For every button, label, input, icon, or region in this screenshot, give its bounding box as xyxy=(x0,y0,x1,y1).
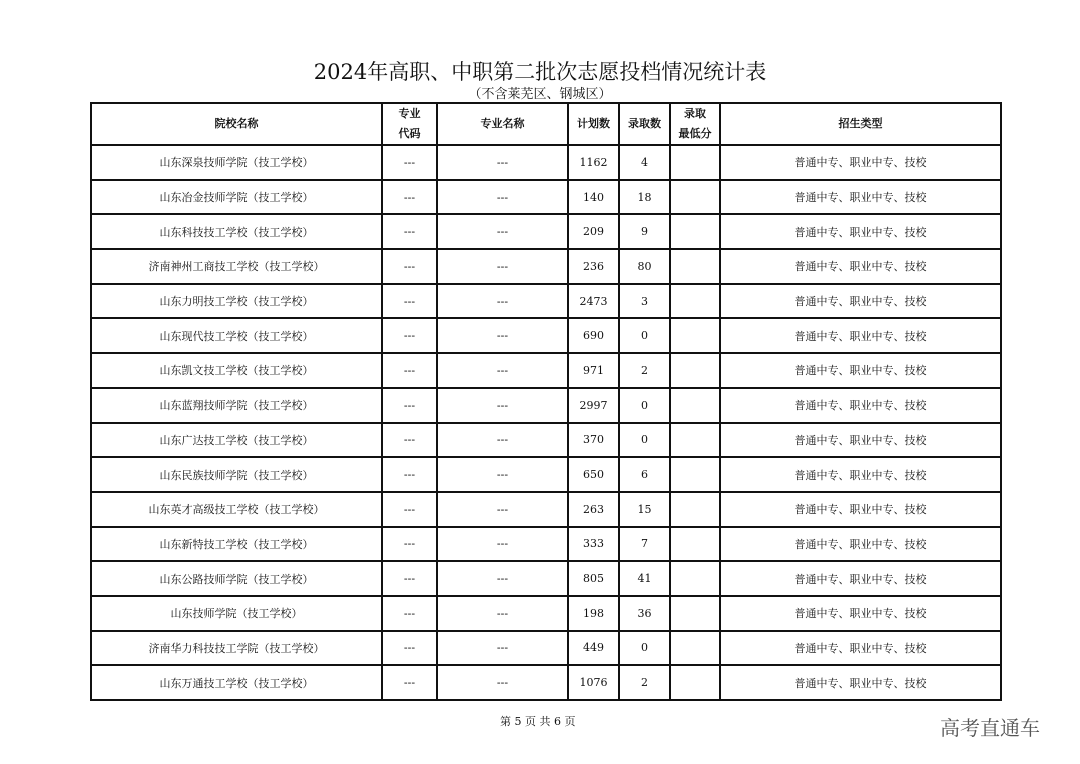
cell-admitted-count: 18 xyxy=(619,180,670,215)
cell-min-score xyxy=(670,353,720,388)
table-row xyxy=(91,561,1001,596)
cell-enrollment-type: 普通中专、职业中专、技校 xyxy=(720,457,1001,492)
cell-major-name: --- xyxy=(437,492,568,527)
header-major-name: 专业名称 xyxy=(437,103,568,145)
cell-major-name: --- xyxy=(437,180,568,215)
page-subtitle: （不含莱芜区、钢城区） xyxy=(468,87,612,102)
cell-major-name: --- xyxy=(437,631,568,666)
cell-enrollment-type: 普通中专、职业中专、技校 xyxy=(720,388,1001,423)
cell-min-score xyxy=(670,214,720,249)
header-admitted-count: 录取数 xyxy=(619,103,670,145)
table-row xyxy=(91,457,1001,492)
cell-school-name: 山东公路技师学院（技工学校） xyxy=(91,561,382,596)
admission-table xyxy=(90,102,1002,701)
cell-admitted-count: 4 xyxy=(619,145,670,180)
cell-min-score xyxy=(670,249,720,284)
cell-major-code: --- xyxy=(382,180,437,215)
cell-major-code: --- xyxy=(382,596,437,631)
table-row xyxy=(91,284,1001,319)
table-row xyxy=(91,665,1001,700)
cell-major-code: --- xyxy=(382,284,437,319)
table-row xyxy=(91,388,1001,423)
table-row xyxy=(91,631,1001,666)
cell-admitted-count: 6 xyxy=(619,457,670,492)
cell-school-name: 山东英才高级技工学校（技工学校） xyxy=(91,492,382,527)
cell-min-score xyxy=(670,492,720,527)
cell-plan-count: 140 xyxy=(568,180,619,215)
cell-school-name: 山东民族技师学院（技工学校） xyxy=(91,457,382,492)
cell-min-score xyxy=(670,388,720,423)
cell-enrollment-type: 普通中专、职业中专、技校 xyxy=(720,631,1001,666)
cell-min-score xyxy=(670,596,720,631)
cell-min-score xyxy=(670,318,720,353)
cell-major-name: --- xyxy=(437,284,568,319)
cell-enrollment-type: 普通中专、职业中专、技校 xyxy=(720,527,1001,562)
table-header-row xyxy=(91,103,1001,145)
cell-major-name: --- xyxy=(437,596,568,631)
cell-admitted-count: 2 xyxy=(619,665,670,700)
cell-admitted-count: 0 xyxy=(619,631,670,666)
cell-min-score xyxy=(670,457,720,492)
cell-enrollment-type: 普通中专、职业中专、技校 xyxy=(720,214,1001,249)
cell-major-name: --- xyxy=(437,145,568,180)
cell-plan-count: 209 xyxy=(568,214,619,249)
cell-plan-count: 650 xyxy=(568,457,619,492)
cell-school-name: 山东深泉技师学院（技工学校） xyxy=(91,145,382,180)
cell-major-name: --- xyxy=(437,388,568,423)
table-row xyxy=(91,423,1001,458)
cell-major-code: --- xyxy=(382,492,437,527)
cell-plan-count: 263 xyxy=(568,492,619,527)
header-enrollment-type: 招生类型 xyxy=(720,103,1001,145)
cell-min-score xyxy=(670,665,720,700)
cell-admitted-count: 7 xyxy=(619,527,670,562)
cell-admitted-count: 0 xyxy=(619,388,670,423)
cell-major-name: --- xyxy=(437,353,568,388)
cell-school-name: 山东力明技工学校（技工学校） xyxy=(91,284,382,319)
cell-major-code: --- xyxy=(382,423,437,458)
cell-major-name: --- xyxy=(437,423,568,458)
cell-school-name: 山东广达技工学校（技工学校） xyxy=(91,423,382,458)
cell-min-score xyxy=(670,145,720,180)
cell-plan-count: 236 xyxy=(568,249,619,284)
header-school-name: 院校名称 xyxy=(91,103,382,145)
cell-min-score xyxy=(670,631,720,666)
cell-major-name: --- xyxy=(437,318,568,353)
cell-min-score xyxy=(670,527,720,562)
header-min-score: 录取 最低分 xyxy=(670,103,720,145)
cell-major-code: --- xyxy=(382,527,437,562)
cell-school-name: 济南神州工商技工学校（技工学校） xyxy=(91,249,382,284)
cell-admitted-count: 15 xyxy=(619,492,670,527)
cell-major-code: --- xyxy=(382,665,437,700)
cell-major-name: --- xyxy=(437,665,568,700)
cell-min-score xyxy=(670,284,720,319)
table-row xyxy=(91,596,1001,631)
cell-enrollment-type: 普通中专、职业中专、技校 xyxy=(720,561,1001,596)
cell-school-name: 山东冶金技师学院（技工学校） xyxy=(91,180,382,215)
page-number: 第 5 页 共 6 页 xyxy=(500,715,576,728)
cell-enrollment-type: 普通中专、职业中专、技校 xyxy=(720,596,1001,631)
cell-admitted-count: 0 xyxy=(619,318,670,353)
table-row xyxy=(91,145,1001,180)
cell-major-name: --- xyxy=(437,249,568,284)
cell-plan-count: 333 xyxy=(568,527,619,562)
cell-enrollment-type: 普通中专、职业中专、技校 xyxy=(720,284,1001,319)
cell-enrollment-type: 普通中专、职业中专、技校 xyxy=(720,145,1001,180)
cell-enrollment-type: 普通中专、职业中专、技校 xyxy=(720,318,1001,353)
cell-major-code: --- xyxy=(382,318,437,353)
table-row xyxy=(91,318,1001,353)
table-row xyxy=(91,353,1001,388)
cell-plan-count: 449 xyxy=(568,631,619,666)
cell-major-code: --- xyxy=(382,457,437,492)
cell-enrollment-type: 普通中专、职业中专、技校 xyxy=(720,492,1001,527)
table-row xyxy=(91,180,1001,215)
cell-enrollment-type: 普通中专、职业中专、技校 xyxy=(720,665,1001,700)
cell-admitted-count: 41 xyxy=(619,561,670,596)
cell-enrollment-type: 普通中专、职业中专、技校 xyxy=(720,249,1001,284)
page-title: 2024年高职、中职第二批次志愿投档情况统计表 xyxy=(313,60,767,84)
cell-major-name: --- xyxy=(437,561,568,596)
cell-admitted-count: 3 xyxy=(619,284,670,319)
cell-major-code: --- xyxy=(382,249,437,284)
cell-school-name: 山东凯文技工学校（技工学校） xyxy=(91,353,382,388)
cell-enrollment-type: 普通中专、职业中专、技校 xyxy=(720,423,1001,458)
cell-school-name: 山东新特技工学校（技工学校） xyxy=(91,527,382,562)
table-row xyxy=(91,249,1001,284)
cell-major-name: --- xyxy=(437,527,568,562)
table-row xyxy=(91,527,1001,562)
cell-admitted-count: 9 xyxy=(619,214,670,249)
cell-major-code: --- xyxy=(382,214,437,249)
cell-admitted-count: 80 xyxy=(619,249,670,284)
cell-plan-count: 2473 xyxy=(568,284,619,319)
cell-major-code: --- xyxy=(382,353,437,388)
cell-plan-count: 1076 xyxy=(568,665,619,700)
cell-admitted-count: 2 xyxy=(619,353,670,388)
cell-major-code: --- xyxy=(382,631,437,666)
cell-enrollment-type: 普通中专、职业中专、技校 xyxy=(720,353,1001,388)
cell-major-name: --- xyxy=(437,457,568,492)
cell-major-code: --- xyxy=(382,388,437,423)
cell-plan-count: 971 xyxy=(568,353,619,388)
header-plan-count: 计划数 xyxy=(568,103,619,145)
cell-admitted-count: 36 xyxy=(619,596,670,631)
header-major-code: 专业 代码 xyxy=(382,103,437,145)
cell-school-name: 山东万通技工学校（技工学校） xyxy=(91,665,382,700)
cell-school-name: 山东科技技工学校（技工学校） xyxy=(91,214,382,249)
watermark: 高考直通车 xyxy=(940,716,1040,740)
table-row xyxy=(91,492,1001,527)
cell-school-name: 济南华力科技技工学院（技工学校） xyxy=(91,631,382,666)
cell-plan-count: 198 xyxy=(568,596,619,631)
cell-plan-count: 1162 xyxy=(568,145,619,180)
cell-plan-count: 370 xyxy=(568,423,619,458)
cell-school-name: 山东现代技工学校（技工学校） xyxy=(91,318,382,353)
cell-min-score xyxy=(670,180,720,215)
cell-min-score xyxy=(670,561,720,596)
cell-major-code: --- xyxy=(382,145,437,180)
cell-admitted-count: 0 xyxy=(619,423,670,458)
table-row xyxy=(91,214,1001,249)
cell-plan-count: 2997 xyxy=(568,388,619,423)
cell-school-name: 山东技师学院（技工学校） xyxy=(91,596,382,631)
cell-enrollment-type: 普通中专、职业中专、技校 xyxy=(720,180,1001,215)
cell-min-score xyxy=(670,423,720,458)
cell-plan-count: 690 xyxy=(568,318,619,353)
cell-major-name: --- xyxy=(437,214,568,249)
cell-major-code: --- xyxy=(382,561,437,596)
cell-school-name: 山东蓝翔技师学院（技工学校） xyxy=(91,388,382,423)
cell-plan-count: 805 xyxy=(568,561,619,596)
